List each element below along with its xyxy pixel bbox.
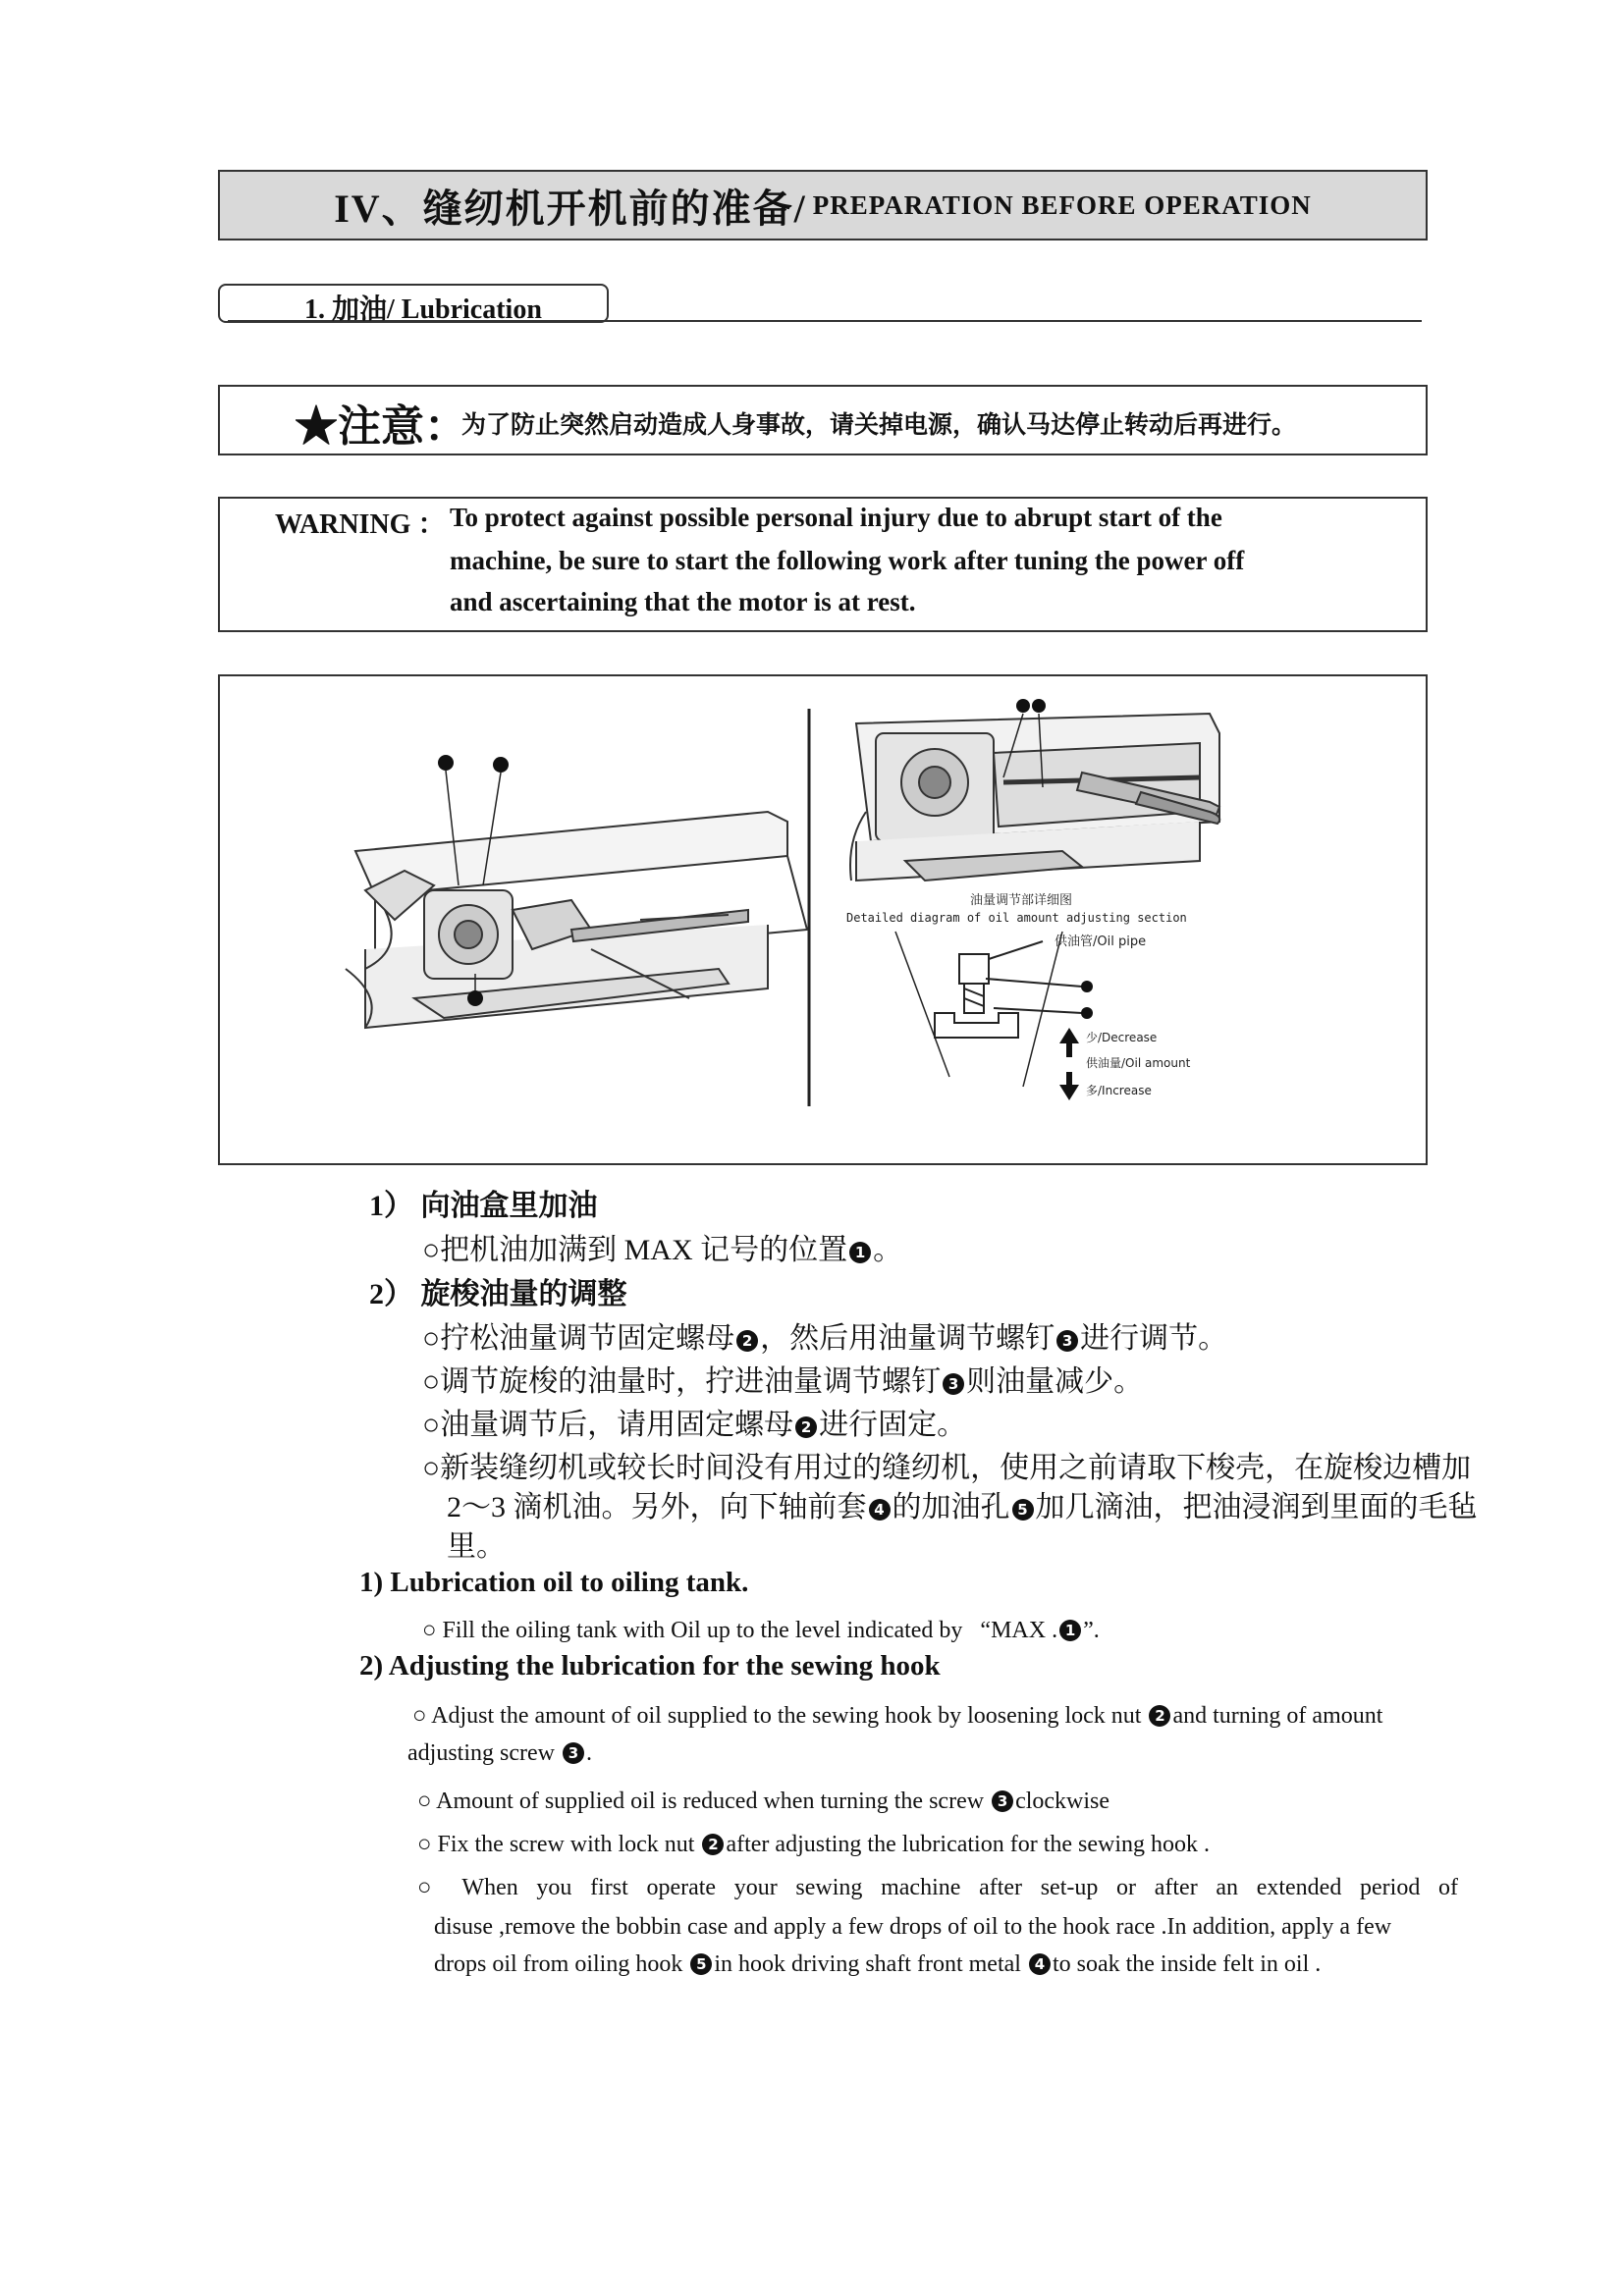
adjust-arrows xyxy=(1059,1028,1079,1100)
en-step2-line: ○ When you first operate your sewing machine after set-up or after an extended period of xyxy=(417,1875,1458,1900)
cn-step2-line: ○油量调节后，请用固定螺母 2 进行固定。 xyxy=(422,1409,967,1441)
cn-step2-title: 2） 旋梭油量的调整 xyxy=(369,1278,627,1310)
en-step1-title: 1) Lubrication oil to oiling tank. xyxy=(359,1567,749,1598)
marker-3 xyxy=(1032,699,1046,713)
section-title-cn: IV、缝纫机开机前的准备/ xyxy=(334,186,807,231)
warning-line: To protect against possible personal injury due to abrupt start of the xyxy=(450,503,1222,532)
detail-caption-cn: 油量调节部详细图 xyxy=(970,893,1073,908)
en-step2-line: ○ Adjust the amount of oil supplied to the sewing hook by loosening lock nut 2 and turning of amount xyxy=(412,1703,1383,1729)
caution-label: ★注意： xyxy=(295,402,467,451)
decrease-label: 少/Decrease xyxy=(1086,1031,1158,1044)
en-step2-title: 2) Adjusting the lubrication for the sewing hook xyxy=(359,1650,941,1682)
lubrication-diagram xyxy=(218,674,1428,1165)
detail-marker-3 xyxy=(1081,981,1093,992)
warning-line: machine, be sure to start the following work after tuning the power off xyxy=(450,546,1245,575)
cn-step1-title: 1） 向油盒里加油 xyxy=(369,1190,598,1222)
section-header xyxy=(218,170,1428,240)
cn-step2-line: 里。 xyxy=(447,1530,506,1563)
oil-amount-label: 供油量/Oil amount xyxy=(1086,1056,1191,1070)
detail-marker-2 xyxy=(1081,1007,1093,1019)
section-title-en: PREPARATION BEFORE OPERATION xyxy=(812,189,1312,220)
en-step2-line: ○ Fix the screw with lock nut 2 after adjusting the lubrication for the sewing hook . xyxy=(417,1832,1211,1857)
marker-2 xyxy=(1016,699,1030,713)
en-step2-line: drops oil from oiling hook 5 in hook driving shaft front metal 4 to soak the inside felt in oil . xyxy=(434,1951,1322,1977)
detail-caption-en: Detailed diagram of oil amount adjusting section xyxy=(846,911,1187,925)
marker-1 xyxy=(467,990,483,1006)
cn-step1-line: ○把机油加满到 MAX 记号的位置 1 。 xyxy=(422,1234,903,1266)
marker-5 xyxy=(493,757,509,773)
warning-line: and ascertaining that the motor is at rest. xyxy=(450,587,916,616)
cn-step2-line: ○拧松油量调节固定螺母 2 ，然后用油量调节螺钉 3 进行调节。 xyxy=(422,1322,1228,1355)
en-step1-line: ○ Fill the oiling tank with Oil up to the level indicated by “MAX . 1 ”. xyxy=(422,1618,1100,1643)
left-machine-illustration xyxy=(346,812,807,1028)
en-step2-line: disuse ,remove the bobbin case and apply a few drops of oil to the hook race .In addition, apply a few xyxy=(434,1914,1392,1940)
cn-step2-line: 2～3 滴机油。另外，向下轴前套 4 的加油孔 5 加几滴油，把油浸润到里面的毛毡 xyxy=(447,1491,1478,1523)
cn-step2-line: ○新装缝纫机或较长时间没有用过的缝纫机，使用之前请取下梭壳，在旋梭边槽加 xyxy=(422,1452,1472,1484)
en-step2-line: ○ Amount of supplied oil is reduced when turning the screw 3 clockwise xyxy=(417,1789,1110,1814)
oil-pipe-label: 供油管/Oil pipe xyxy=(1055,934,1147,949)
warning-label: WARNING ： xyxy=(275,509,446,540)
caution-text: 为了防止突然启动造成人身事故，请关掉电源，确认马达停止转动后再进行。 xyxy=(461,412,1297,439)
en-step2-line: adjusting screw 3 . xyxy=(407,1740,592,1766)
marker-4 xyxy=(438,755,454,771)
subsection-title: 1. 加油/ Lubrication xyxy=(304,294,542,325)
oil-pipe-detail xyxy=(935,941,1082,1038)
right-machine-illustration xyxy=(850,714,1219,881)
cn-step2-line: ○调节旋梭的油量时，拧进油量调节螺钉 3 则油量减少。 xyxy=(422,1365,1144,1398)
increase-label: 多/Increase xyxy=(1086,1084,1152,1097)
